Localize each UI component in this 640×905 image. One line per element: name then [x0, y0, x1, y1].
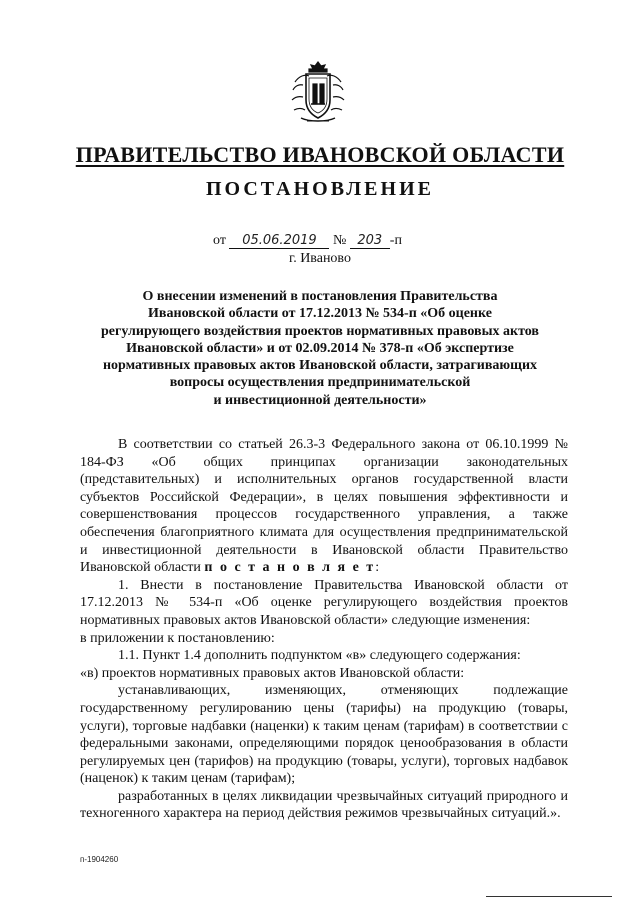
developed-paragraph: разработанных в целях ликвидации чрезвычайных ситуаций природного и техногенного характера на период действия режимов чрезвычайных ситуаций.». — [80, 788, 568, 822]
title-line: Ивановской области» и от 02.09.2014 № 378-п «Об экспертизе — [126, 340, 514, 356]
title-line: Ивановской области от 17.12.2013 № 534-п «Об оценке — [148, 306, 492, 322]
organization-title: ПРАВИТЕЛЬСТВО ИВАНОВСКОЙ ОБЛАСТИ — [75, 142, 565, 167]
date-number-line — [213, 233, 402, 249]
appendix-paragraph: в приложении к постановлению: — [80, 630, 275, 646]
title-line: регулирующего воздействия проектов нормативных правовых актов — [101, 323, 539, 339]
number-prefix: № — [332, 233, 347, 248]
item-1-paragraph: 1. Внести в постановление Правительства Ивановской области от 17.12.2013 № 534-п «Об оценке регулирующего воздействия проектов нормативных правовых актов Ивановской области» следующие изменения: — [80, 577, 568, 628]
title-line: и инвестиционной деятельности» — [213, 392, 427, 408]
document-title — [90, 288, 550, 409]
intro-paragraph: В соответствии со статьей 26.3-3 Федерального закона от 06.10.1999 № 184-ФЗ «Об общих принципах организации законодательных (представительных) и исполнительных органов государственной власти субъектов Российской Федерации», в целях повышения эффективности и совершенствования процессов государственного управления, а также обеспечения благоприятного климата для осуществления предпринимательской и инвестиционной деятельности в Ивановской области Правительство Ивановской области п о с т а н о в л я е т: — [80, 437, 568, 576]
city-name: г. Иваново — [289, 251, 351, 266]
decree-word: п о с т а н о в л я е т — [204, 560, 376, 576]
document-body — [80, 436, 568, 823]
subitem-v-paragraph: «в) проектов нормативных правовых актов Ивановской области: — [80, 665, 465, 681]
item-1-1-paragraph: 1.1. Пункт 1.4 дополнить подпунктом «в» следующего содержания: — [118, 648, 521, 664]
coat-of-arms-emblem — [289, 60, 347, 126]
number-suffix: -п — [389, 233, 402, 248]
bottom-divider-line — [486, 896, 612, 897]
handwritten-date: 05.06.2019 — [229, 234, 329, 249]
establishing-paragraph: устанавливающих, изменяющих, отменяющих подлежащие государственному регулированию цены (тарифы) на продукцию (товары, услуги), торговые надбавки (наценки) к таким ценам (тарифам) в соответствии с федеральными законами, определяющими порядок ценообразования в области регулируемых цен (тарифов) на продукцию (товары, услуги), торговых надбавок (наценок) к таким ценам (тарифам); — [80, 683, 568, 787]
document-type-heading: ПОСТАНОВЛЕНИЕ — [206, 178, 434, 200]
title-line: О внесении изменений в постановления Правительства — [142, 289, 498, 304]
title-line: нормативных правовых актов Ивановской области, затрагивающих — [102, 358, 538, 374]
date-prefix: от — [213, 233, 226, 248]
title-line: вопросы осуществления предпринимательской — [169, 375, 471, 391]
handwritten-number: 203 — [350, 234, 390, 249]
footer-code: п-1904260 — [80, 855, 119, 864]
